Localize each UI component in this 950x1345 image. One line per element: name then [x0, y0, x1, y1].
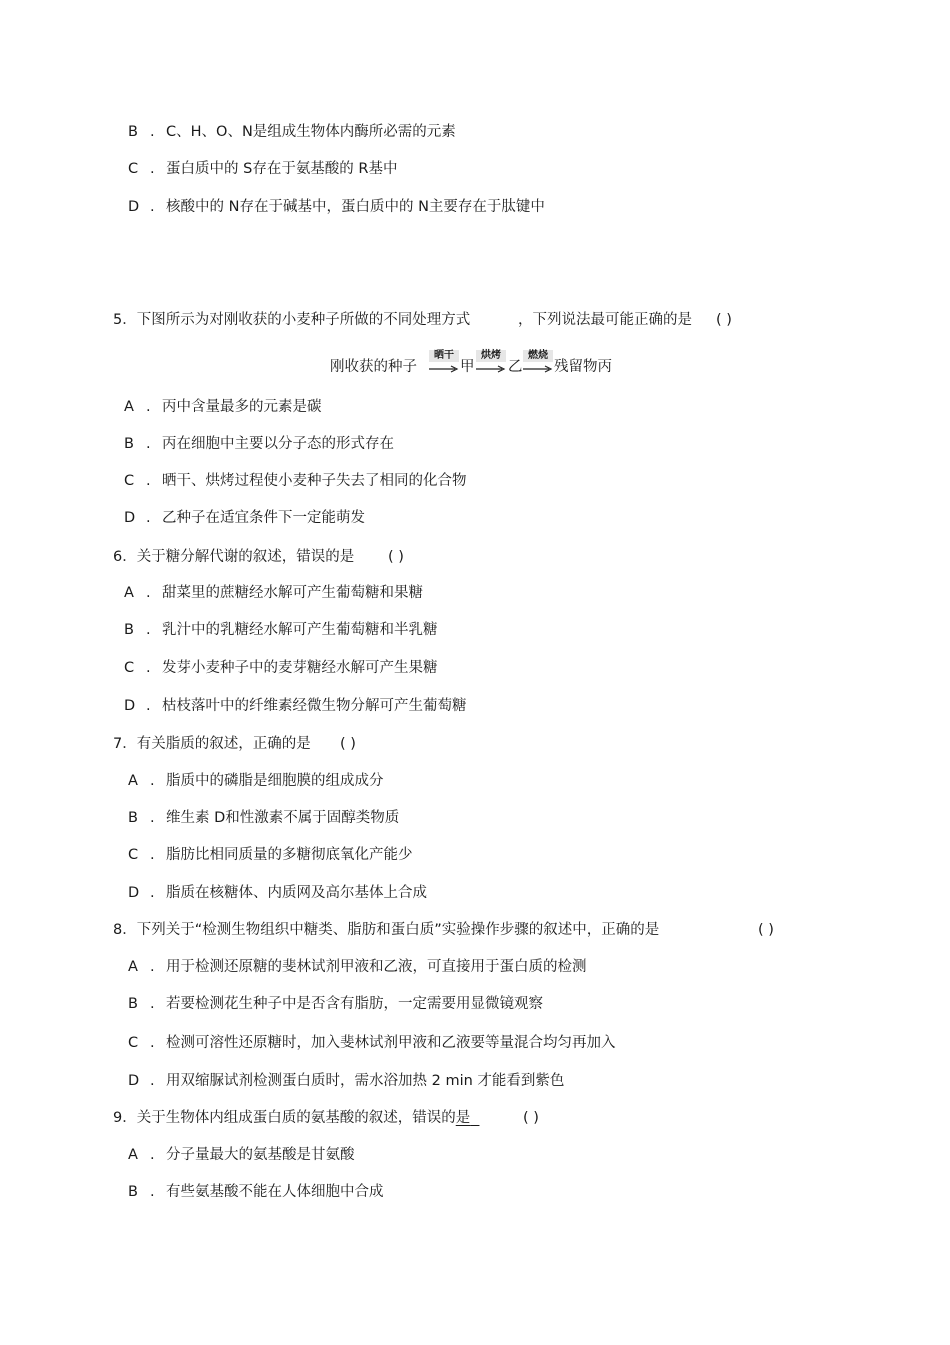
q5-answer-paren: ( )	[716, 312, 732, 328]
option-letter: C	[128, 161, 139, 177]
option-text: 检测可溶性还原糖时，加入斐林试剂甲液和乙液要等量混合均匀再加入	[166, 1035, 616, 1051]
q5-stem: 5．下图所示为对刚收获的小麦种子所做的不同处理方式	[113, 312, 471, 328]
flow-mid-1: 甲	[460, 359, 475, 375]
option-text: 分子量最大的氨基酸是甘氨酸	[166, 1147, 355, 1163]
q5-stem-cont: ，下列说法最可能正确的是	[518, 312, 692, 328]
option-letter: A	[128, 959, 138, 975]
option-text: 丙中含量最多的元素是碳	[162, 399, 322, 415]
arrow-label-dry: 晒干	[429, 350, 459, 362]
option-letter: D	[124, 510, 136, 526]
arrow-label-burn: 燃烧	[523, 350, 553, 362]
option-text: 乳汁中的乳糖经水解可产生葡萄糖和半乳糖	[162, 622, 438, 638]
q8-stem: 8．下列关于“检测生物组织中糖类、脂肪和蛋白质”实验操作步骤的叙述中，正确的是	[113, 922, 660, 938]
option-text: 发芽小麦种子中的麦芽糖经水解可产生果糖	[162, 660, 438, 676]
q6-answer-paren: ( )	[388, 549, 404, 565]
right-arrow-icon	[523, 364, 553, 374]
option-letter: C	[124, 660, 135, 676]
option-text: 用双缩脲试剂检测蛋白质时，需水浴加热 2 min 才能看到紫色	[166, 1073, 565, 1089]
option-letter: B	[128, 996, 138, 1012]
option-letter: B	[124, 622, 134, 638]
option-text: 核酸中的 N存在于碱基中，蛋白质中的 N主要存在于肽键中	[166, 199, 545, 215]
q7-stem: 7．有关脂质的叙述，正确的是	[113, 736, 311, 752]
option-text: 维生素 D和性激素不属于固醇类物质	[166, 810, 400, 826]
option-text: 晒干、烘烤过程使小麦种子失去了相同的化合物	[162, 473, 467, 489]
flow-mid-2: 乙	[508, 359, 523, 375]
option-text: C、H、O、N是组成生物体内酶所必需的元素	[166, 124, 456, 140]
q9-stem: 9．关于生物体内组成蛋白质的氨基酸的叙述，错误的是	[113, 1110, 471, 1126]
option-letter: B	[128, 810, 138, 826]
q5-process-diagram	[330, 350, 630, 380]
option-letter: A	[124, 585, 134, 601]
option-text: 有些氨基酸不能在人体细胞中合成	[166, 1184, 384, 1200]
option-text: 脂质在核糖体、内质网及高尔基体上合成	[166, 885, 427, 901]
q6-stem: 6．关于糖分解代谢的叙述，错误的是	[113, 549, 355, 565]
option-text: 甜菜里的蔗糖经水解可产生葡萄糖和果糖	[162, 585, 423, 601]
option-text: 若要检测花生种子中是否含有脂肪，一定需要用显微镜观察	[166, 996, 543, 1012]
option-text: 枯枝落叶中的纤维素经微生物分解可产生葡萄糖	[162, 698, 467, 714]
arrow-label-bake: 烘烤	[476, 350, 506, 362]
flow-start: 刚收获的种子	[330, 359, 417, 375]
q8-answer-paren: ( )	[758, 922, 774, 938]
option-letter: A	[128, 1147, 138, 1163]
option-text: 乙种子在适宜条件下一定能萌发	[162, 510, 365, 526]
option-letter: B	[124, 436, 134, 452]
option-letter: D	[124, 698, 136, 714]
q9-answer-paren: ( )	[523, 1110, 539, 1126]
option-letter: D	[128, 885, 140, 901]
option-letter: A	[128, 773, 138, 789]
option-text: 脂肪比相同质量的多糖彻底氧化产能少	[166, 847, 413, 863]
option-text: 用于检测还原糖的斐林试剂甲液和乙液，可直接用于蛋白质的检测	[166, 959, 587, 975]
arrow-bake	[476, 350, 506, 380]
option-text: 蛋白质中的 S存在于氨基酸的 R基中	[166, 161, 398, 177]
q7-answer-paren: ( )	[340, 736, 356, 752]
option-letter: B	[128, 124, 138, 140]
arrow-dry	[429, 350, 459, 380]
option-letter: C	[128, 847, 139, 863]
option-text: 脂质中的磷脂是细胞膜的组成成分	[166, 773, 384, 789]
option-letter: A	[124, 399, 134, 415]
option-letter: C	[128, 1035, 139, 1051]
option-text: 丙在细胞中主要以分子态的形式存在	[162, 436, 394, 452]
option-letter: D	[128, 199, 140, 215]
right-arrow-icon	[429, 364, 459, 374]
option-letter: D	[128, 1073, 140, 1089]
right-arrow-icon	[476, 364, 506, 374]
option-letter: B	[128, 1184, 138, 1200]
arrow-burn	[523, 350, 553, 380]
flow-end: 残留物丙	[554, 359, 612, 375]
option-letter: C	[124, 473, 135, 489]
